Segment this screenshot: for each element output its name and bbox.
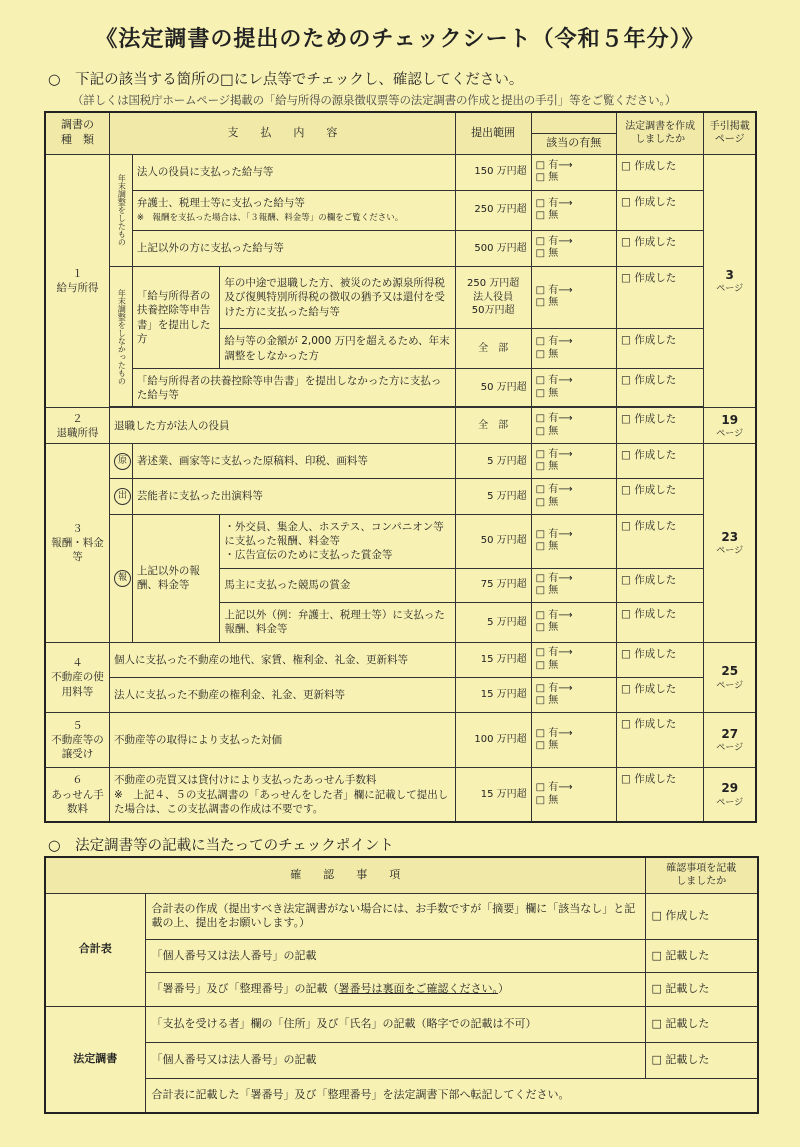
row-content: 不動産の売買又は貸付けにより支払ったあっせん手数料 ※ 上記４、５の支払調書の「あっせんをした者」欄に記載して提出した場合は、この支払調書の作成は不要です。 xyxy=(110,768,456,822)
created-check[interactable]: □ 作成した xyxy=(616,713,703,768)
checkpoint-col-done: 確認事項を記載 しましたか xyxy=(645,857,758,893)
row-content: 「給与所得者の扶養控除等申告書」を提出しなかった方に支払った給与等 xyxy=(132,369,455,407)
fees-category: ３ 報酬・料金等 xyxy=(45,444,110,643)
header-range: 提出範囲 xyxy=(455,112,531,154)
checkpoint-check[interactable]: □ 記載した xyxy=(645,940,758,973)
instruction: ○ 下記の該当する箇所の□にレ点等でチェックし、確認してください。 xyxy=(48,72,524,88)
row-range: 100 万円超 xyxy=(455,713,531,768)
presence-check[interactable]: □ 有⟶ □ 無 xyxy=(531,568,616,602)
sub-instruction: （詳しくは国税庁ホームページ掲載の「給与所得の源泉徴収票等の法定調書の作成と提出の手引」等をご覧ください。） xyxy=(72,93,677,107)
row-content: 年の中途で退職した方、被災のため源泉所得税及び復興特別所得税の徴収の猶予又は還付を受けた方に支払った給与等 xyxy=(220,266,455,328)
presence-check[interactable]: □ 有⟶ □ 無 xyxy=(531,266,616,328)
row-range: 5 万円超 xyxy=(455,602,531,642)
created-check[interactable]: □ 作成した xyxy=(616,444,703,479)
checkpoint-col-item: 確 認 事 項 xyxy=(45,857,645,893)
header-presence: 該当の有無 xyxy=(531,133,616,154)
presence-check[interactable]: □ 有⟶ □ 無 xyxy=(531,190,616,230)
row-content: 上記以外の方に支払った給与等 xyxy=(132,230,455,266)
created-check[interactable]: □ 作成した xyxy=(616,154,703,190)
row-content: 合計表の作成（提出すべき法定調書がない場合には、お手数ですが「摘要」欄に「該当なし」と記載の上、提出をお願いします。） xyxy=(145,893,645,939)
row-content: 「個人番号又は法人番号」の記載 xyxy=(145,1042,645,1078)
created-check[interactable]: □ 作成した xyxy=(616,479,703,514)
checkpoint-check[interactable]: □ 記載した xyxy=(645,1042,758,1078)
checkpoint-table xyxy=(44,856,759,1114)
page-title: 《法定調書の提出のためのチェックシート（令和５年分）》 xyxy=(95,27,705,52)
header-row xyxy=(45,112,756,133)
row-content: 合計表に記載した「署番号」及び「整理番号」を法定調書下部へ転記してください。 xyxy=(145,1079,758,1113)
table-row xyxy=(45,893,758,939)
checkpoint-check[interactable]: □ 作成した xyxy=(645,893,758,939)
table-row xyxy=(45,642,756,677)
row-content: 不動産等の取得により支払った対価 xyxy=(110,713,456,768)
row-content: 「個人番号又は法人番号」の記載 xyxy=(145,940,645,973)
table-row xyxy=(45,973,758,1006)
row-range: 全 部 xyxy=(455,408,531,444)
header-content: 支 払 内 容 xyxy=(110,112,456,154)
page-ref-retirement: 19 ページ xyxy=(704,408,756,444)
transfer-category: ５ 不動産等の譲受け xyxy=(45,713,110,768)
row-range: 250 万円超 法人役員 50万円超 xyxy=(455,266,531,328)
row-content: 上記以外（例：弁護士、税理士等）に支払った報酬、料金等 xyxy=(220,602,455,642)
presence-check[interactable]: □ 有⟶ □ 無 xyxy=(531,369,616,407)
checkpoint-check[interactable]: □ 記載した xyxy=(645,1006,758,1042)
created-check[interactable]: □ 作成した xyxy=(616,642,703,677)
row-content: 著述業、画家等に支払った原稿料、印税、画料等 xyxy=(132,444,455,479)
row-content: 個人に支払った不動産の地代、家賃、権利金、礼金、更新料等 xyxy=(110,642,456,677)
created-check[interactable]: □ 作成した xyxy=(616,230,703,266)
page-ref-brokerage: 29 ページ xyxy=(704,768,756,822)
fees-gen-mark: 原 xyxy=(110,444,133,479)
created-check[interactable]: □ 作成した xyxy=(616,602,703,642)
presence-check[interactable]: □ 有⟶ □ 無 xyxy=(531,444,616,479)
header-type: 調書の 種 類 xyxy=(45,112,110,154)
row-range: 150 万円超 xyxy=(455,154,531,190)
fees-other-label: 上記以外の報酬、料金等 xyxy=(132,514,219,642)
created-check[interactable]: □ 作成した xyxy=(616,369,703,407)
row-content: 給与等の金額が 2,000 万円を超えるため、年末調整をしなかった方 xyxy=(220,329,455,369)
table-row xyxy=(45,1079,758,1113)
presence-check[interactable]: □ 有⟶ □ 無 xyxy=(531,713,616,768)
brokerage-category: ６ あっせん手数料 xyxy=(45,768,110,822)
realestate-category: ４ 不動産の使用料等 xyxy=(45,642,110,712)
row-range: 500 万円超 xyxy=(455,230,531,266)
created-check[interactable]: □ 作成した xyxy=(616,190,703,230)
page-ref-salary: 3 ページ xyxy=(704,154,756,408)
presence-check[interactable]: □ 有⟶ □ 無 xyxy=(531,329,616,369)
fees-hou-mark: 報 xyxy=(110,514,133,642)
table-row xyxy=(45,713,756,768)
checkpoint-heading: ○ 法定調書等の記載に当たってのチェックポイント xyxy=(48,838,394,854)
row-range: 50 万円超 xyxy=(455,514,531,568)
header-created: 法定調書を作成 しましたか xyxy=(616,112,703,154)
row-content: 「署番号」及び「整理番号」の記載（署番号は裏面をご確認ください。） xyxy=(145,973,645,1006)
checkpoint-check[interactable]: □ 記載した xyxy=(645,973,758,1006)
created-check[interactable]: □ 作成した xyxy=(616,768,703,822)
declared-label: 「給与所得者の扶養控除等申告書」を提出した方 xyxy=(132,266,219,368)
row-range: 5 万円超 xyxy=(455,444,531,479)
created-check[interactable]: □ 作成した xyxy=(616,266,703,328)
row-range: 15 万円超 xyxy=(455,677,531,712)
created-check[interactable]: □ 作成した xyxy=(616,329,703,369)
row-content: 法人に支払った不動産の権利金、礼金、更新料等 xyxy=(110,677,456,712)
row-range: 75 万円超 xyxy=(455,568,531,602)
created-check[interactable]: □ 作成した xyxy=(616,514,703,568)
row-range: 50 万円超 xyxy=(455,369,531,407)
created-check[interactable]: □ 作成した xyxy=(616,568,703,602)
retirement-category: ２ 退職所得 xyxy=(45,408,110,444)
table-row xyxy=(45,1006,758,1042)
table-row xyxy=(45,444,756,479)
table-row xyxy=(45,677,756,712)
row-content: 「支払を受ける者」欄の「住所」及び「氏名」の記載（略字での記載は不可） xyxy=(145,1006,645,1042)
presence-check[interactable]: □ 有⟶ □ 無 xyxy=(531,154,616,190)
page-ref-transfer: 27 ページ xyxy=(704,713,756,768)
row-range: 250 万円超 xyxy=(455,190,531,230)
presence-check[interactable]: □ 有⟶ □ 無 xyxy=(531,768,616,822)
table-row xyxy=(45,369,756,407)
presence-check[interactable]: □ 有⟶ □ 無 xyxy=(531,642,616,677)
row-range: 全 部 xyxy=(455,329,531,369)
row-range: 15 万円超 xyxy=(455,642,531,677)
page-ref-fees: 23 ページ xyxy=(704,444,756,643)
table-row xyxy=(45,230,756,266)
presence-check[interactable]: □ 有⟶ □ 無 xyxy=(531,677,616,712)
presence-check[interactable]: □ 有⟶ □ 無 xyxy=(531,514,616,568)
table-row xyxy=(45,940,758,973)
row-content: 退職した方が法人の役員 xyxy=(110,408,456,444)
page-ref-realestate: 25 ページ xyxy=(704,642,756,712)
table-row xyxy=(45,266,756,328)
salary-category: １ 給与所得 xyxy=(45,154,110,408)
created-check[interactable]: □ 作成した xyxy=(616,677,703,712)
row-range: 5 万円超 xyxy=(455,479,531,514)
presence-check[interactable]: □ 有⟶ □ 無 xyxy=(531,479,616,514)
totals-label: 合計表 xyxy=(45,893,145,1006)
table-row xyxy=(45,154,756,190)
legal-label: 法定調書 xyxy=(45,1006,145,1113)
row-content: 芸能者に支払った出演料等 xyxy=(132,479,455,514)
main-table xyxy=(44,111,757,823)
header-guide: 手引掲載 ページ xyxy=(704,112,756,154)
fees-shutsu-mark: 出 xyxy=(110,479,133,514)
salary-group-adjusted: 年末調整をしたもの xyxy=(110,154,133,266)
row-range: 15 万円超 xyxy=(455,768,531,822)
row-content: ・外交員、集金人、ホステス、コンパニオン等に支払った報酬、料金等 ・広告宣伝のために支払った賞金等 xyxy=(220,514,455,568)
table-row xyxy=(45,1042,758,1078)
table-row xyxy=(45,514,756,568)
presence-check[interactable]: □ 有⟶ □ 無 xyxy=(531,408,616,444)
table-row xyxy=(45,768,756,822)
presence-check[interactable]: □ 有⟶ □ 無 xyxy=(531,602,616,642)
row-content: 弁護士、税理士等に支払った給与等 ※ 報酬を支払った場合は、「３報酬、料金等」の欄をご覧ください。 xyxy=(132,190,455,230)
row-content: 法人の役員に支払った給与等 xyxy=(132,154,455,190)
table-row xyxy=(45,190,756,230)
presence-check[interactable]: □ 有⟶ □ 無 xyxy=(531,230,616,266)
salary-group-not-adjusted: 年末調整をしなかったもの xyxy=(110,266,133,406)
table-row xyxy=(45,408,756,444)
table-row xyxy=(45,479,756,514)
row-content: 馬主に支払った競馬の賞金 xyxy=(220,568,455,602)
created-check[interactable]: □ 作成した xyxy=(616,408,703,444)
